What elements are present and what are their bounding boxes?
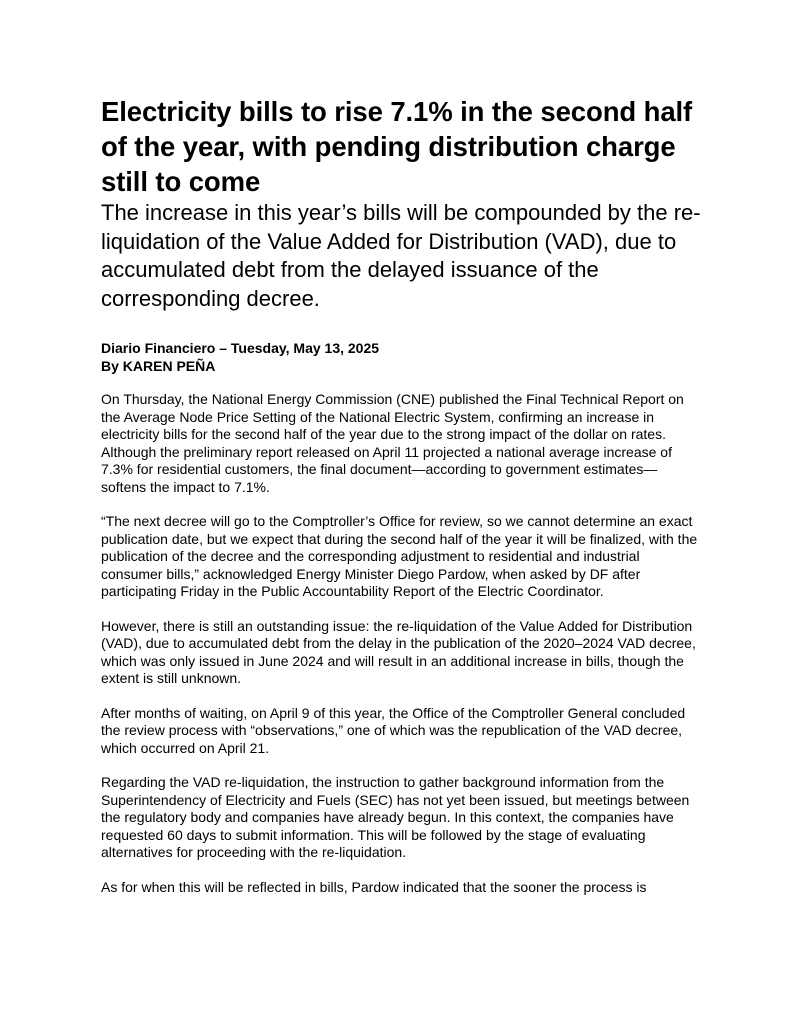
article-body: [101, 391, 701, 896]
article-title: Electricity bills to rise 7.1% in the second half of the year, with pending distribution charge still to come: [101, 96, 693, 197]
body-paragraph: However, there is still an outstanding issue: the re-liquidation of the Value Added for Distribution (VAD), due to accumulated debt from the delay in the publication of the 2020–2024 VAD decree, which was only issued in June 2024 and will result in an additional increase in bills, though the extent is still unknown.: [101, 617, 696, 686]
article: [101, 94, 701, 913]
body-paragraph: Regarding the VAD re-liquidation, the instruction to gather background information from the Superintendency of Electricity and Fuels (SEC) has not yet been issued, but meetings between the regulatory body and companies have already begun. In this context, the companies have requested 60 days to submit information. This will be followed by the stage of evaluating alternatives for proceeding with the re-liquidation.: [101, 774, 690, 860]
byline: [101, 339, 701, 375]
author-line: By KAREN PEÑA: [101, 358, 216, 374]
article-subtitle: The increase in this year’s bills will be compounded by the re-liquidation of the Value Added for Distribution (VAD), due to accumulated debt from the delayed issuance of the corresponding decree.: [101, 200, 701, 311]
body-paragraph: As for when this will be reflected in bills, Pardow indicated that the sooner the process is: [101, 878, 647, 895]
source-line: Diario Financiero – Tuesday, May 13, 2025: [101, 340, 380, 356]
body-paragraph: On Thursday, the National Energy Commission (CNE) published the Final Technical Report on the Average Node Price Setting of the National Electric System, confirming an increase in electricity bills for the second half of the year due to the strong impact of the dollar on rates. Although the preliminary report released on April 11 projected a national average increase of 7.3% for residential customers, the final document—according to government estimates—softens the impact to 7.1%.: [101, 391, 684, 495]
body-paragraph: After months of waiting, on April 9 of this year, the Office of the Comptroller General concluded the review process with “observations,” one of which was the republication of the VAD decree, which occurred on April 21.: [101, 704, 686, 756]
body-paragraph: “The next decree will go to the Comptroller’s Office for review, so we cannot determine an exact publication date, but we expect that during the second half of the year it will be finalized, with the publication of the decree and the corresponding adjustment to residential and industrial consumer bills,” acknowledged Energy Minister Diego Pardow, when asked by DF after participating Friday in the Public Accountability Report of the Electric Coordinator.: [101, 513, 698, 599]
